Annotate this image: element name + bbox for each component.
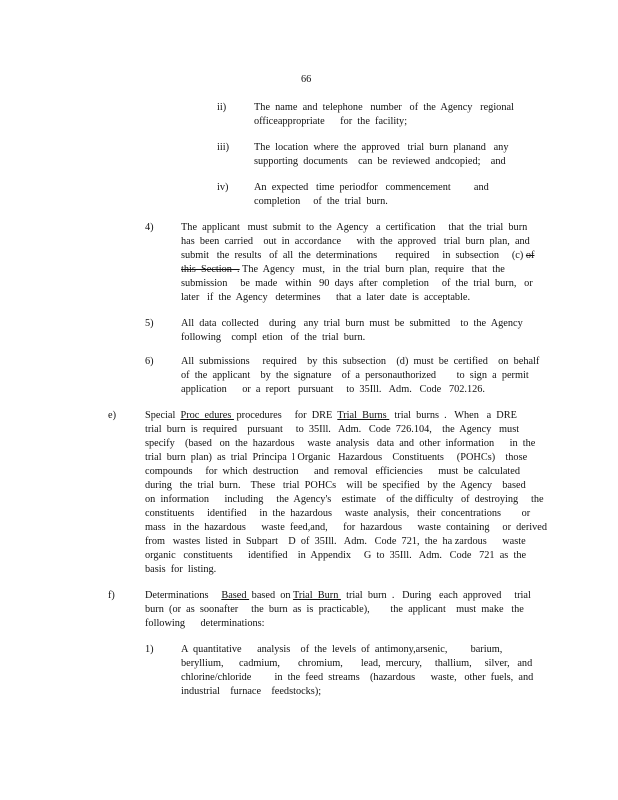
p4-line-2: has been carried out in accordance with the approved trial burn plan, and (181, 236, 530, 247)
section-f-line-3: following determinations: (145, 618, 265, 629)
section-e-line-7: on information including the Agency's estimate of the difficulty of destroying the (145, 494, 544, 505)
f1-line-4: industrial furnace feedstocks); (181, 686, 322, 697)
section-e-line-8: constituents identified in the hazardous waste analysis, their concentrations or (145, 508, 531, 519)
p4-line-1: The applicant must submit to the Agency a certification that the trial burn (181, 222, 528, 233)
p6-line-3: application or a report pursuant to 35Ill. Adm. Code 702.126. (181, 384, 485, 395)
e-l1-a: Special (145, 410, 181, 421)
e-l1-underline-trial-burns: Trial Burns (337, 410, 390, 421)
p6-line-1: All submissions required by this subsection (d) must be certified on behalf (181, 356, 540, 367)
item-ii-line-2: officeappropriate for the facility; (254, 116, 408, 127)
section-f-line-1 (145, 589, 531, 603)
p6-line-2: of the applicant by the signature of a personauthorized to sign a permit (181, 370, 529, 381)
section-e-line-9: mass in the hazardous waste feed,and, for hazardous waste containing or derived (145, 522, 548, 533)
f1-line-2: beryllium, cadmium, chromium, lead, mercury, thallium, silver, and (181, 658, 533, 669)
p4-line-3-text: submit the results of all the determinations required in subsection (c) (181, 250, 526, 261)
section-f-line-2: burn (or as soonafter the burn as is practicable), the applicant must make the (145, 604, 524, 615)
f-l1-a: Determinations (145, 590, 222, 601)
e-l1-b: procedures for DRE (233, 410, 338, 421)
item-iv-line-2: completion of the trial burn. (254, 196, 388, 207)
paragraph-marker-6: 6) (145, 356, 154, 367)
section-marker-f: f) (108, 590, 115, 601)
paragraph-marker-f1: 1) (145, 644, 154, 655)
f-l1-c: trial burn . During each approved trial (340, 590, 531, 601)
section-e-line-6: during the trial burn. These trial POHCs will be specified by the Agency based (145, 480, 526, 491)
section-e-line-4: trial burn plan) as trial Principa l Organic Hazardous Constituents (POHCs) those (145, 452, 528, 463)
section-e-line-10: from wastes listed in Subpart D of 35Ill. Adm. Code 721, the ha zardous waste (145, 536, 526, 547)
e-l1-underline-procedures: Proc edures (180, 410, 234, 421)
item-marker-iii: iii) (217, 142, 230, 153)
item-marker-iv: iv) (217, 182, 229, 193)
section-e-line-2: trial burn is required pursuant to 35Ill. Adm. Code 726.104, the Agency must (145, 424, 520, 435)
item-ii-line-1: The name and telephone number of the Agency regional (254, 102, 514, 113)
f-l1-b: based on (249, 590, 293, 601)
item-iv-line-1: An expected time periodfor commencement and (254, 182, 489, 193)
section-e-line-1 (145, 409, 517, 423)
p5-line-2: following compl etion of the trial burn. (181, 332, 366, 343)
f-l1-underline-based: Based (221, 590, 250, 601)
p4-line-4 (181, 263, 505, 277)
page-number: 66 (301, 74, 312, 85)
section-e-line-3: specify (based on the hazardous waste analysis data and other information in the (145, 438, 536, 449)
p4-line-6: later if the Agency determines that a later date is acceptable. (181, 292, 471, 303)
f1-line-1: A quantitative analysis of the levels of antimony,arsenic, barium, (181, 644, 503, 655)
p4-strike-of: of (525, 250, 535, 261)
section-e-line-11: organic constituents identified in Appendix G to 35Ill. Adm. Code 721 as the (145, 550, 527, 561)
p4-strike-this-section: this Section . (181, 264, 240, 275)
p5-line-1: All data collected during any trial burn must be submitted to the Agency (181, 318, 523, 329)
item-iii-line-1: The location where the approved trial burn planand any (254, 142, 509, 153)
section-marker-e: e) (108, 410, 116, 421)
item-iii-line-2: supporting documents can be reviewed andcopied; and (254, 156, 506, 167)
f-l1-underline-trial-burn: Trial Burn (292, 590, 341, 601)
p4-line-5: submission be made within 90 days after completion of the trial burn, or (181, 278, 533, 289)
section-e-line-12: basis for listing. (145, 564, 217, 575)
e-l1-c: trial burns . When a DRE (389, 410, 517, 421)
f1-line-3: chlorine/chloride in the feed streams (hazardous waste, other fuels, and (181, 672, 534, 683)
p4-line-4-text: The Agency must, in the trial burn plan, require that the (239, 264, 505, 275)
paragraph-marker-4: 4) (145, 222, 154, 233)
section-e-line-5: compounds for which destruction and removal efficiencies must be calculated (145, 466, 520, 477)
p4-line-3 (181, 249, 534, 263)
paragraph-marker-5: 5) (145, 318, 154, 329)
item-marker-ii: ii) (217, 102, 227, 113)
